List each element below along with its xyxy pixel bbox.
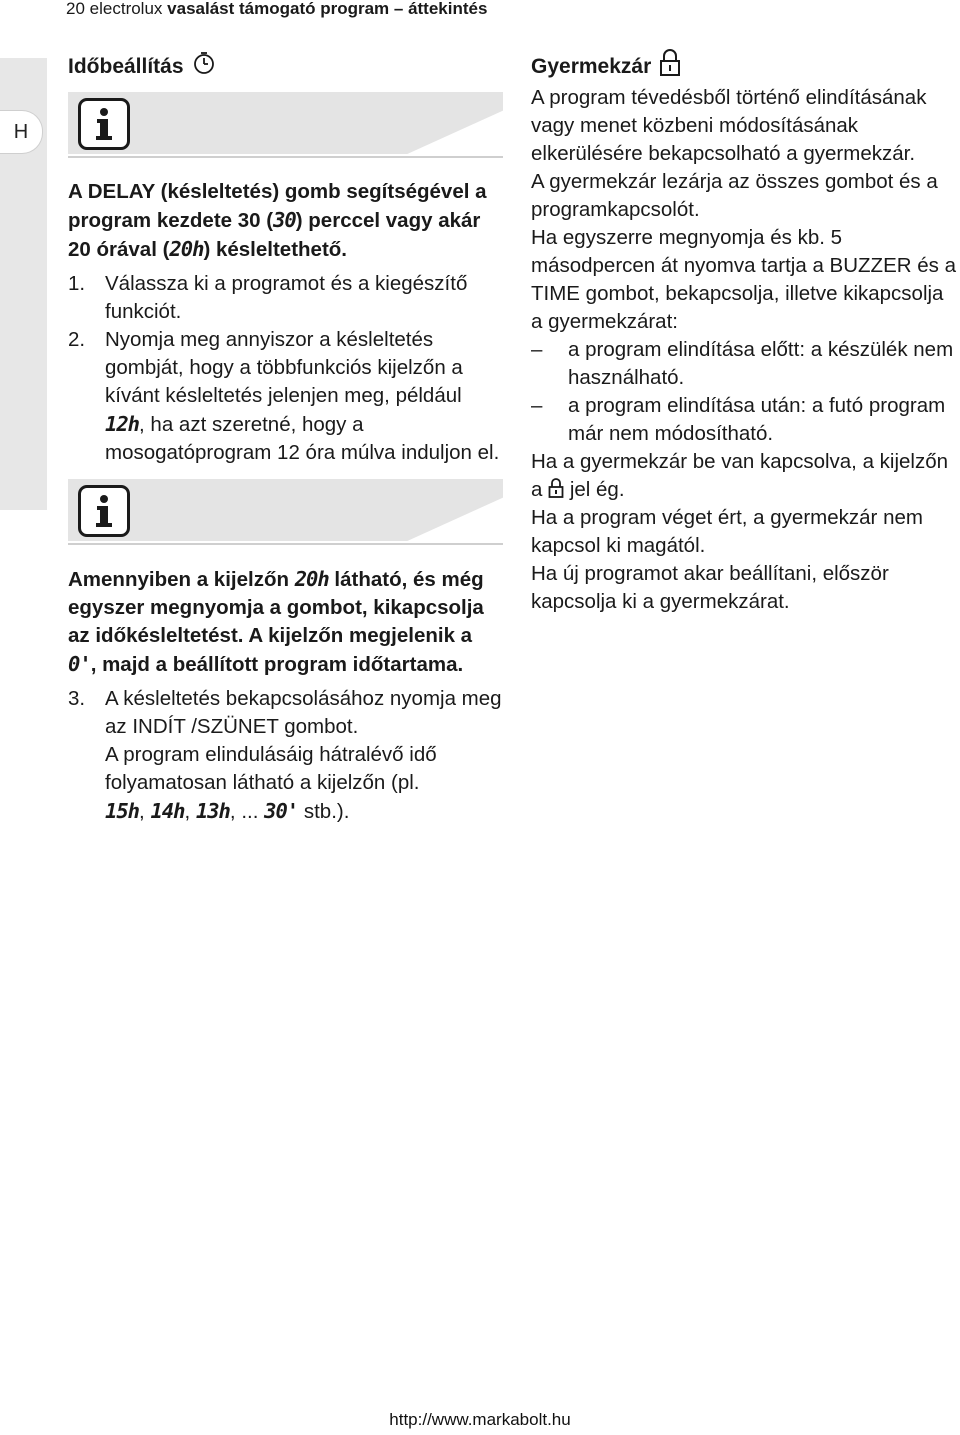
display-0: 0' (68, 652, 91, 676)
display-13h: 13h (195, 799, 230, 823)
delay-section (68, 52, 503, 826)
paragraph: Ha egyszerre megnyomja és kb. 5 másodpercen át nyomva tartja a BUZZER és a TIME gombot, bekapcsolja, illetve kikapcsolja a gyermekzárat: (531, 226, 956, 333)
dash-bullet: – (531, 338, 543, 361)
display-30: 30 (273, 208, 296, 232)
lock-icon (659, 49, 681, 85)
step-text: A késleltetés bekapcsolásához nyomja meg az INDÍT /SZÜNET gombot. A program elindulásáig hátralévő idő folyamatosan látható a kijelzőn (pl. 15h, 14h, 13h, ... 30' stb.). (105, 687, 502, 823)
info-banner (68, 479, 503, 545)
dash-bullet: – (531, 394, 543, 417)
section-heading (531, 52, 959, 82)
paragraph: A gyermekzár lezárja az összes gombot és a programkapcsolót. (531, 170, 938, 221)
language-letter: H (0, 110, 43, 154)
note-text: Amennyiben a kijelzőn (68, 568, 295, 591)
list-item (531, 392, 959, 448)
step-text: Válassza ki a programot és a kiegészítő funkciót. (105, 272, 468, 323)
step-1 (68, 270, 503, 326)
header-title: vasalást támogató program – áttekintés (167, 0, 488, 18)
page-header (66, 0, 487, 18)
display-30-min: 30' (264, 799, 299, 823)
delay-intro (68, 178, 503, 264)
paragraph: Ha a program véget ért, a gyermekzár nem kapcsol ki magától. (531, 506, 923, 557)
display-20h: 20h (294, 567, 329, 591)
delay-intro-text: A DELAY (késleltetés) gomb segítségével a program kezdete 30 ( (68, 180, 487, 232)
delay-heading: Időbeállítás (68, 55, 184, 78)
paragraph-text: Ha a gyermekzár be van kapcsolva, a kijelzőn a (531, 450, 949, 501)
clock-icon (192, 51, 216, 83)
delay-intro-text: ) perccel vagy akár 20 órával ( (68, 209, 481, 261)
step-number: 1. (68, 272, 86, 295)
list-item (531, 336, 959, 392)
display-14h: 14h (150, 799, 185, 823)
paragraph: Ha új programot akar beállítani, először kapcsolja ki a gyermekzárat. (531, 562, 889, 613)
step-text-part: A késleltetés bekapcsolásához nyomja meg az INDÍT /SZÜNET gombot. (105, 687, 502, 738)
footer-url: http://www.markabolt.hu (389, 1410, 571, 1429)
paragraph-text: jel ég. (569, 478, 625, 501)
step-3 (68, 685, 503, 826)
step-number: 2. (68, 328, 86, 351)
step-2 (68, 326, 503, 467)
child-lock-heading: Gyermekzár (531, 55, 652, 78)
display-20h: 20h (169, 237, 204, 261)
display-15h: 15h (105, 799, 140, 823)
step-text-part: , ha azt szeretné, hogy a mosogatóprogram 12 óra múlva induljon el. (105, 413, 500, 464)
page-number: 20 (66, 0, 85, 18)
step-text-part: A program elindulásáig hátralévő idő folyamatosan látható a kijelzőn (pl. (105, 743, 437, 794)
section-heading (68, 52, 503, 82)
list-item-text: a program elindítása előtt: a készülék nem használható. (568, 338, 954, 389)
info-banner (68, 92, 503, 158)
info-icon (78, 98, 130, 150)
lock-icon (548, 478, 570, 501)
display-12h: 12h (105, 412, 140, 436)
delay-note (68, 565, 503, 679)
brand-name: electrolux (89, 0, 163, 18)
step-text-part: stb.). (303, 800, 350, 823)
note-text: látható, és még egyszer megnyomja a gombot, kikapcsolja az időkésleltetést. A kijelzőn megjelenik a (68, 568, 484, 647)
child-lock-section (531, 52, 959, 616)
step-text-part: Nyomja meg annyiszor a késleltetés gombját, hogy a többfunkciós kijelzőn a kívánt késleltetés jelenjen meg, például (105, 328, 463, 407)
step-text (105, 326, 503, 467)
paragraph: A program tévedésből történő elindításának vagy menet közbeni módosításának elkerülésére bekapcsolható a gyermekzár. (531, 86, 927, 165)
step-number: 3. (68, 687, 86, 710)
list-item-text: a program elindítása után: a futó program már nem módosítható. (568, 394, 946, 445)
info-icon (78, 485, 130, 537)
delay-intro-text: ) késleltethető. (203, 238, 347, 261)
paragraph (531, 448, 959, 504)
note-text: , majd a beállított program időtartama. (90, 653, 464, 676)
ellipsis: ... (241, 800, 259, 823)
